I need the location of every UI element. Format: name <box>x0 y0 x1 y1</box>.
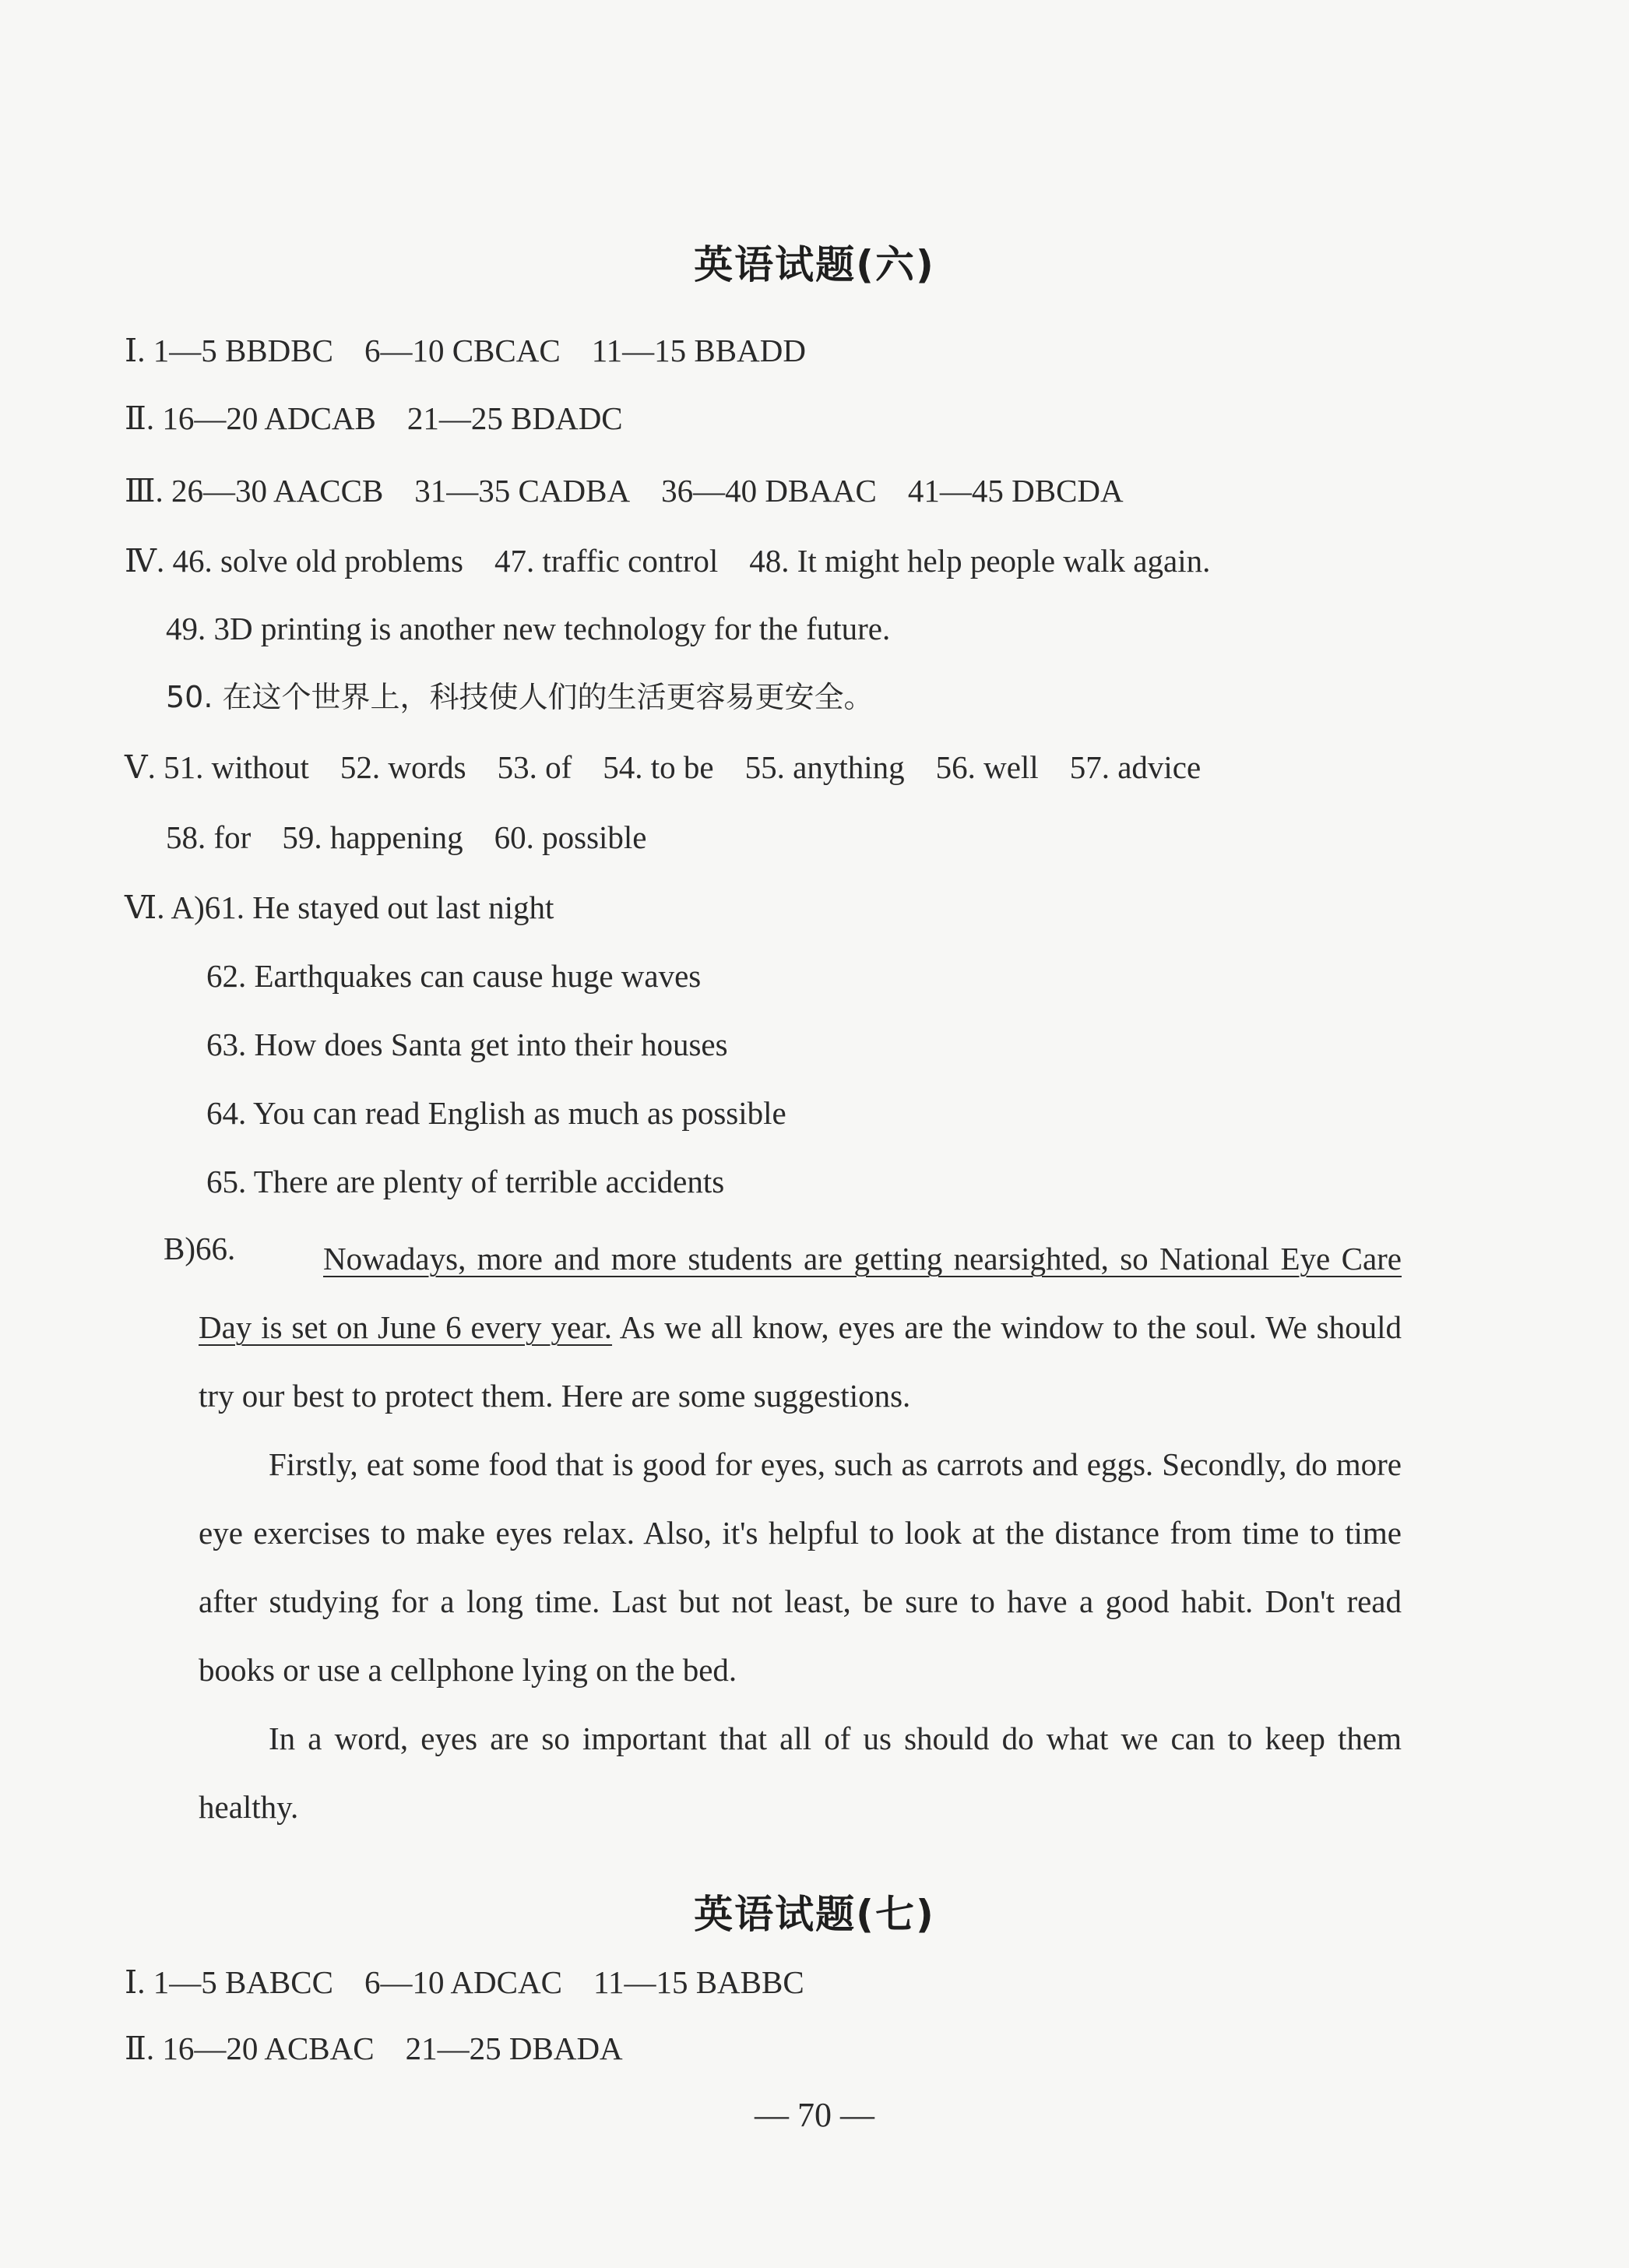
test6-section-6-item-62: 62. Earthquakes can cause huge waves <box>206 958 702 994</box>
test6-section-1: Ⅰ. 1—5 BBDBC 6—10 CBCAC 11—15 BBADD <box>125 333 806 368</box>
test6-section-6-item-64: 64. You can read English as much as possible <box>206 1095 786 1131</box>
test6-section-4-line-3: 50. 在这个世界上，科技使人们的生活更容易更安全。 <box>166 680 874 714</box>
test6-section-4-line-2: 49. 3D printing is another new technology for the future. <box>166 611 891 646</box>
test6-section-6-a-label: Ⅵ. A)61. He stayed out last night <box>125 889 554 925</box>
test6-section-5-line-2: 58. for 59. happening 60. possible <box>166 819 647 855</box>
essay-paragraph-1-rest: As we all know, eyes are the window to the soul. We should try our best to protect them. Here are some suggestions. <box>199 1309 1402 1414</box>
essay-underlined-sentence: Nowadays, more and more students are getting nearsighted, so National Eye Care Day is set on June 6 every year. <box>199 1241 1402 1345</box>
test6-section-6-b-label: B)66. <box>164 1231 236 1266</box>
page-number: — 70 — <box>755 2096 874 2134</box>
essay-paragraph-2: Firstly, eat some food that is good for eyes, such as carrots and eggs. Secondly, do more eye exercises to make eyes relax. Also, it's helpful to look at the distance from time to time after studying for a long time. Last but not least, be sure to have a good habit. Don't read books or use a cellphone lying on the bed. <box>199 1446 1402 1688</box>
test6-section-6-item-65: 65. There are plenty of terrible accidents <box>206 1164 725 1199</box>
test6-section-4-line-1: Ⅳ. 46. solve old problems 47. traffic control 48. It might help people walk again. <box>125 543 1211 579</box>
test6-section-2: Ⅱ. 16—20 ADCAB 21—25 BDADC <box>125 400 623 436</box>
essay-paragraph-1 <box>199 1224 1402 1430</box>
test6-section-6-item-63: 63. How does Santa get into their houses <box>206 1027 728 1062</box>
test6-essay <box>199 1224 1402 1841</box>
test6-section-3: Ⅲ. 26—30 AACCB 31—35 CADBA 36—40 DBAAC 41—45 DBCDA <box>125 473 1124 509</box>
test7-section-1: Ⅰ. 1—5 BABCC 6—10 ADCAC 11—15 BABBC <box>125 1964 804 2000</box>
test6-section-5-line-1: Ⅴ. 51. without 52. words 53. of 54. to be 55. anything 56. well 57. advice <box>125 749 1202 785</box>
essay-paragraph-3: In a word, eyes are so important that all of us should do what we can to keep them healthy. <box>199 1720 1402 1825</box>
test6-title: 英语试题(六) <box>694 242 935 287</box>
test7-title: 英语试题(七) <box>694 1892 935 1937</box>
test7-section-2: Ⅱ. 16—20 ACBAC 21—25 DBADA <box>125 2030 623 2066</box>
